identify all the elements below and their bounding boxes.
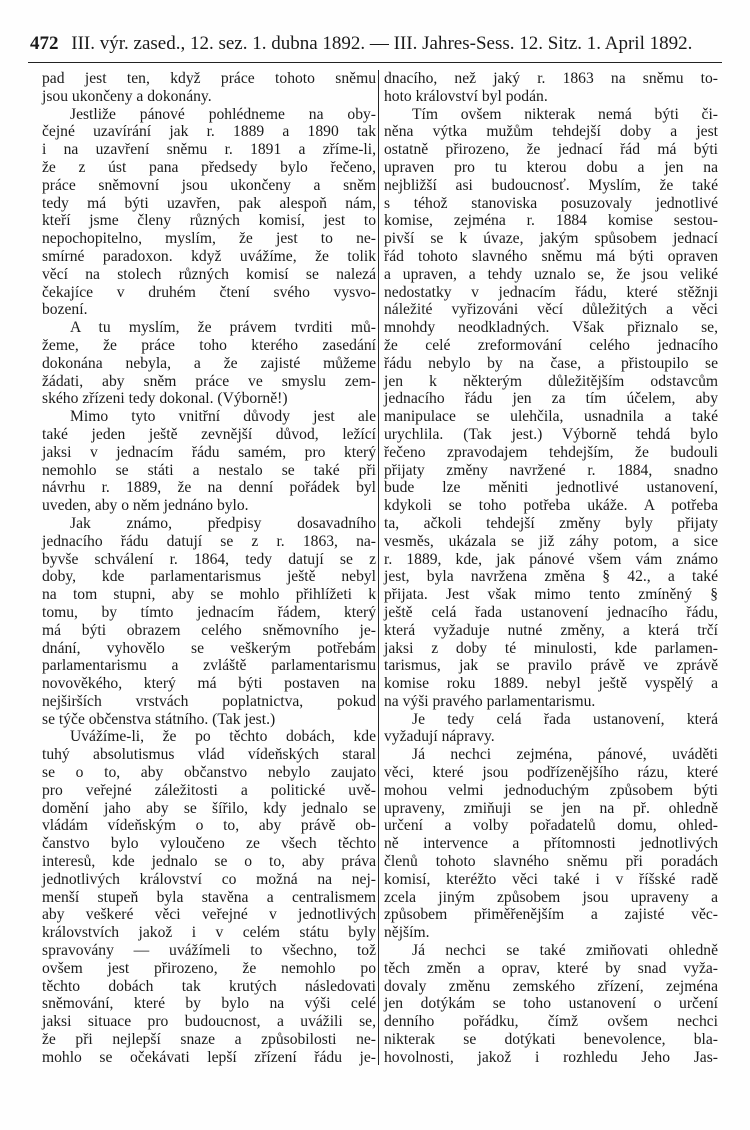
text-line: nikterak se dotýkati benevolence, bla- <box>384 1031 718 1049</box>
text-line: komise, zejména r. 1884 komise sestou- <box>384 212 718 230</box>
header-czech: III. výr. zased., 12. sez. 1. dubna 1892. <box>71 33 366 54</box>
text-line: pad jest ten, když práce tohoto sněmu <box>42 70 376 87</box>
paragraph <box>42 319 376 408</box>
text-line: vládám vídeňským o to, aby právě ob- <box>42 817 376 835</box>
text-line: ovšem jest přirozeno, že nemohlo po <box>42 959 376 977</box>
text-line: ještě celá řada ustanovení jednacího řádu, <box>384 603 718 621</box>
paragraph <box>42 515 376 729</box>
text-line: že z úst pana předsedy bylo řečeno, <box>42 158 376 176</box>
text-line: ta, ačkoli tehdejší změny byly přijaty <box>384 514 718 532</box>
text-line: mohou velmi jednoduchým způsobem býti <box>384 781 718 799</box>
text-line: řádu nebylo by na čase, a přistoupilo se <box>384 354 718 372</box>
text-line: členů tohoto slavného sněmu při poradách <box>384 853 718 871</box>
text-line: na výši pravého parlamentarismu. <box>384 692 596 710</box>
text-line: žeme, že práce toho kterého zasedání <box>42 336 376 354</box>
text-line: řád tohoto slavného sněmu má býti opraven <box>384 247 718 265</box>
text-line: upraven pro tu kterou dobu a jen na <box>384 158 718 176</box>
text-line: se o to, aby občanstvo nebylo zaujato <box>42 764 376 782</box>
text-line: něna výtka mužům tehdejší doby a jest <box>384 123 718 141</box>
text-line: pivší se k úvaze, jakým spůsobem jednací <box>384 230 718 248</box>
text-line: přijata. Jest však mimo tento zmíněný § <box>384 586 718 604</box>
text-line: doby, kde parlamentarismus ještě nebyl <box>42 568 376 586</box>
text-line: tomu, by tímto jednacím řádem, který <box>42 603 376 621</box>
text-line: jaksi situace pro budoucnost, a uvážili se, <box>42 1013 376 1031</box>
text-line: návrhu r. 1889, že na denní pořádek byl <box>42 479 376 497</box>
text-line: náležité vyřizováni věcí důležitých a věci <box>384 301 718 319</box>
text-line: sněmování, které by bylo na výši celé <box>42 995 376 1013</box>
header-german: III. Jahres-Sess. 12. Sitz. 1. April 1892. <box>393 33 693 54</box>
text-line: novověkého, který má býti postaven na <box>42 675 376 693</box>
text-line: spravovány — uvážímeli to všechno, tož <box>42 942 376 960</box>
text-line: ostatně přirozeno, že jednací řád má býti <box>384 141 718 159</box>
text-line: smírné paradoxon. když uvážíme, že tolik <box>42 247 376 265</box>
text-line: způsobem přiměřenějším a zajisté věc- <box>384 906 718 924</box>
text-line: Uvážíme-li, že po těchto dobách, kde <box>70 728 376 746</box>
text-line: tarismus, jak se pravilo právě ve zprávě <box>384 657 718 675</box>
text-line: věcí na stolech různých komisí se nalezá <box>42 265 376 283</box>
text-line: parlamentarismu a zvláště parlamentarismu <box>42 657 376 675</box>
left-column <box>42 70 376 1067</box>
text-line: že celé zreformování celého jednacího <box>384 336 718 354</box>
text-line: jaksi z doby té minulosti, kde parlamen- <box>384 639 718 657</box>
text-line: bude lze měniti jednotlivé ustanovení, <box>384 479 718 497</box>
text-line: věci, které jsou podřízenějšího rázu, které <box>384 764 718 782</box>
text-line: která vyžaduje nutné změny, a která trčí <box>384 621 718 639</box>
column-divider <box>378 70 379 1065</box>
text-line: jsou ukončeny a dokonány. <box>42 87 212 105</box>
text-line: nepochopitelno, myslím, že jest to ne- <box>42 230 376 248</box>
text-line: kdykoli se toho potřeba ukáže. A potřeba <box>384 497 718 515</box>
running-header <box>30 33 722 55</box>
text-line: na tom stupni, aby se mohlo přihlížeti k <box>42 586 376 604</box>
paragraph <box>42 106 376 320</box>
text-line: Tím ovšem nikterak nemá býti či- <box>412 105 718 123</box>
paragraph <box>42 728 376 1066</box>
text-line: i na uzavření sněmu r. 1891 a zříme-li, <box>42 141 376 159</box>
text-line: domění jaho aby se šířilo, kdy jednalo se <box>42 799 376 817</box>
text-line: práce sněmovní jsou ukončeny a sněm <box>42 176 376 194</box>
text-line: čanstvo bylo vyloučeno ze všech těchto <box>42 835 376 853</box>
text-line: komisí, kteréžto věci také i v říšské radě <box>384 870 718 888</box>
text-line: nějším. <box>384 924 430 942</box>
text-line: hovolnosti, jakož i rozhledu Jeho Jas- <box>384 1048 718 1066</box>
paragraph <box>42 408 376 515</box>
text-line: komise roku 1889. nebyl ještě vyspělý a <box>384 675 718 693</box>
text-line: řečeno zpravodajem tehdejším, že budouli <box>384 443 718 461</box>
text-line: čejné uzavírání jak r. 1889 a 1890 tak <box>42 123 376 141</box>
text-line: ně intervence a přítomnosti jednotlivých <box>384 835 718 853</box>
text-line: Já nechci zejména, pánové, uváděti <box>412 746 718 764</box>
right-column <box>384 70 718 1067</box>
text-line: uveden, aby o něm jednáno bylo. <box>42 497 249 515</box>
text-line: interesů, kde jednalo se o to, aby práva <box>42 853 376 871</box>
paragraph <box>384 106 718 711</box>
text-line: se týče občenstva státního. (Tak jest.) <box>42 710 276 728</box>
text-line: tuhý absolutismus vlád vídeňských staral <box>42 746 376 764</box>
text-line: nejbližší asi budoucnosť. Myslím, že také <box>384 176 718 194</box>
text-line: jest, byla navržena změna § 42., a také <box>384 568 718 586</box>
text-line: Jestliže pánové pohlédneme na oby- <box>70 105 376 123</box>
text-line: urychlila. (Tak jest.) Výborně tehdá bylo <box>384 425 718 443</box>
text-line: bození. <box>42 301 88 319</box>
paragraph <box>384 70 718 106</box>
text-line: denního pořádku, čímž ovšem nechci <box>384 1013 718 1031</box>
text-line: nejširších vrstvách poplatnictva, pokud <box>42 692 376 710</box>
text-line: zcela jiným způsobem jsou upraveny a <box>384 888 718 906</box>
text-line: jen k některým důležitějším odstavcům <box>384 372 718 390</box>
text-line: r. 1889, kde, jak pánové všem vám známo <box>384 550 718 568</box>
text-line: dokonána nebyla, a že zajisté můžeme <box>42 354 376 372</box>
text-line: dnacího, než jaký r. 1863 na sněmu to- <box>384 70 718 87</box>
text-line: kteří jsme členy různých komisí, jest to <box>42 212 376 230</box>
text-line: těchto dobách tak krutých následovati <box>42 977 376 995</box>
text-line: dovaly změnu zemského zřízení, zejména <box>384 977 718 995</box>
text-line: nedostatky v jednacím řádu, které stěžnji <box>384 283 718 301</box>
text-line: A tu myslím, že právem tvrditi mů- <box>70 319 376 337</box>
paragraph <box>384 942 718 1067</box>
text-line: menší stupeň byla stavěna a centralismem <box>42 888 376 906</box>
header-separator: — <box>369 33 389 54</box>
paragraph <box>384 711 718 747</box>
text-line: Já nechci se také zmiňovati ohledně <box>412 942 718 960</box>
text-line: jednacího řádu jen za tím účelem, aby <box>384 390 718 408</box>
text-line: těch změn a oprav, které by snad vyža- <box>384 959 718 977</box>
text-line: určení a volby pořadatelů domu, ohled- <box>384 817 718 835</box>
page-number: 472 <box>30 33 59 54</box>
text-line: Je tedy celá řada ustanovení, která <box>412 710 718 728</box>
text-line: královstvích jakož i v celém státu byly <box>42 924 376 942</box>
text-line: že při nejlepší snaze a způsobilosti ne- <box>42 1031 376 1049</box>
paragraph <box>42 70 376 106</box>
text-line: pro veřejné záležitosti a politické uvě- <box>42 781 376 799</box>
text-line: byvše schválení r. 1864, tedy datují se z <box>42 550 376 568</box>
text-line: nemohlo se státi a nestalo se také při <box>42 461 376 479</box>
text-line: vyžadují nápravy. <box>384 728 495 746</box>
text-line: hoto království byl podán. <box>384 87 548 105</box>
text-line: upraveny, zmiňuji se jen na př. ohledně <box>384 799 718 817</box>
text-line: vesměs, ukázala se již záhy potom, a sice <box>384 532 718 550</box>
text-line: také jeden ještě zevnější důvod, ležící <box>42 425 376 443</box>
text-line: s téhož stanoviska posuzovaly jednotlivé <box>384 194 718 212</box>
text-line: dnání, vyhovělo se veškerým potřebám <box>42 639 376 657</box>
header-rule <box>28 62 722 63</box>
text-line: jaksi v jednacím řádu samém, pro který <box>42 443 376 461</box>
text-line: má býti obrazem celého sněmovního je- <box>42 621 376 639</box>
text-line: manipulace se ulehčila, usnadnila a také <box>384 408 718 426</box>
text-line: a upraven, a tehdy uznalo se, že jsou veliké <box>384 265 718 283</box>
text-line: přijaty změny navržené r. 1884, snadno <box>384 461 718 479</box>
text-line: jen dotýkám se toho ustanovení o určení <box>384 995 718 1013</box>
text-line: aby veškeré věci veřejné v jednotlivých <box>42 906 376 924</box>
text-line: mohlo se očekávati lepší zřízení řádu je- <box>42 1048 376 1066</box>
text-line: Mimo tyto vnitřní důvody jest ale <box>70 408 376 426</box>
text-line: ského zřízeni tedy dokonal. (Výborně!) <box>42 390 288 408</box>
text-line: mnohdy neodkladných. Však přiznalo se, <box>384 319 718 337</box>
text-line: Jak známo, předpisy dosavadního <box>70 514 376 532</box>
text-line: tedy má býti uzavřen, pak alespoň nám, <box>42 194 376 212</box>
text-line: jednotlivých království co možná na nej- <box>42 870 376 888</box>
text-line: čekajíce v druhém čtení svého vysvo- <box>42 283 376 301</box>
paragraph <box>384 746 718 942</box>
text-line: jednacího řádu datují se z r. 1863, na- <box>42 532 376 550</box>
text-line: žádati, aby sněm práce ve smyslu zem- <box>42 372 376 390</box>
